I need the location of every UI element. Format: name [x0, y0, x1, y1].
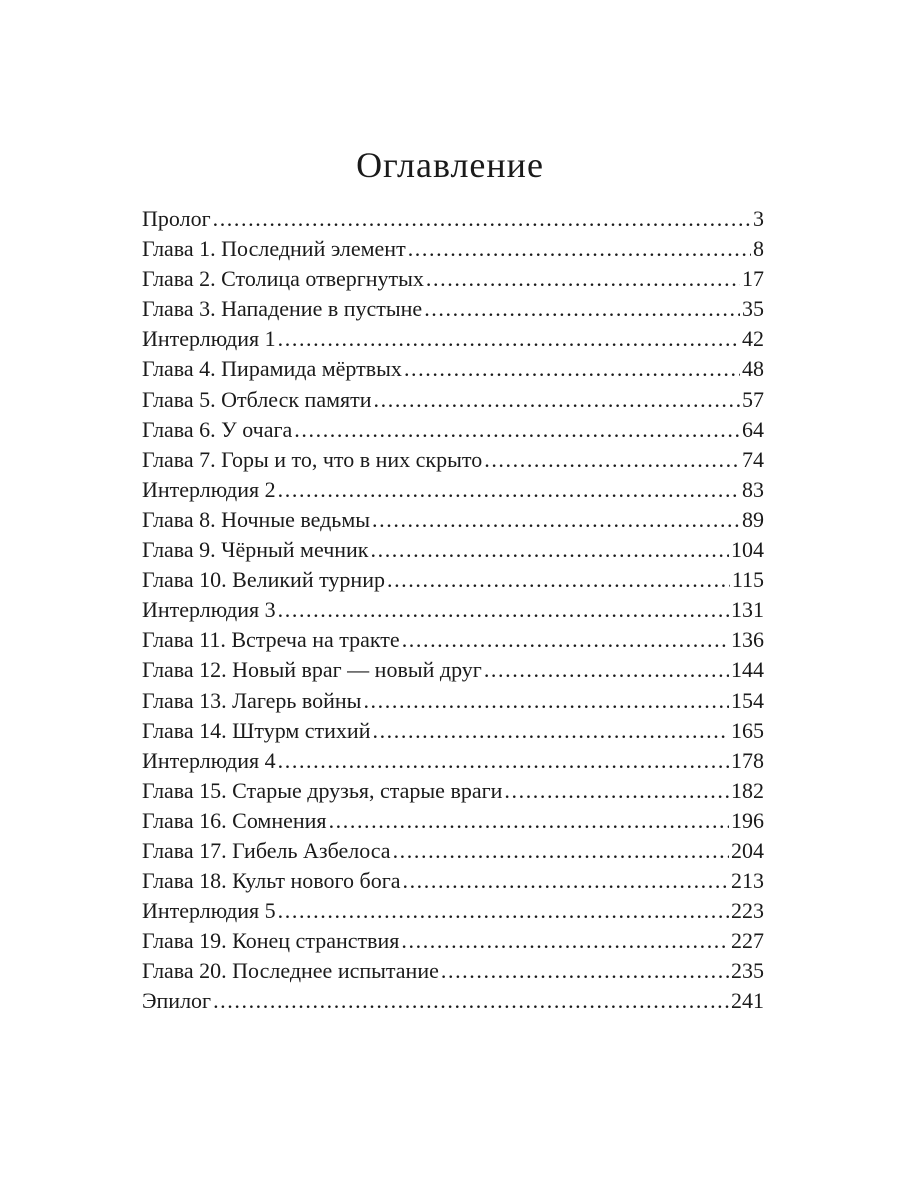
- toc-entry: [142, 746, 764, 776]
- toc-title: Оглавление: [356, 145, 544, 185]
- toc-entry-title: Глава 14. Штурм стихий: [142, 717, 371, 743]
- toc-entry-page-number: 57: [742, 386, 764, 412]
- toc-entry-title: Глава 1. Последний элемент: [142, 236, 406, 262]
- toc-entry: [142, 806, 764, 836]
- toc-entry: [142, 294, 764, 324]
- toc-entry: [142, 475, 764, 505]
- dot-leader: [294, 415, 740, 445]
- toc-entry-page-number: 42: [742, 326, 764, 352]
- dot-leader: [372, 505, 740, 535]
- toc-entry-page-number: 165: [731, 717, 764, 743]
- dot-leader: [504, 776, 729, 806]
- table-of-contents: [142, 204, 764, 1017]
- dot-leader: [213, 986, 729, 1016]
- toc-entry: [142, 324, 764, 354]
- toc-entry-title: Глава 18. Культ нового бога: [142, 868, 401, 894]
- dot-leader: [424, 294, 740, 324]
- toc-entry: [142, 716, 764, 746]
- dot-leader: [393, 836, 729, 866]
- toc-entry-page-number: 48: [742, 356, 764, 382]
- toc-entry-title: Глава 3. Нападение в пустыне: [142, 296, 423, 322]
- toc-entry-title: Глава 2. Столица отвергнутых: [142, 266, 424, 292]
- dot-leader: [372, 716, 729, 746]
- dot-leader: [402, 625, 729, 655]
- dot-leader: [278, 896, 729, 926]
- dot-leader: [278, 475, 740, 505]
- dot-leader: [484, 655, 729, 685]
- toc-entry-title: Глава 10. Великий турнир: [142, 567, 385, 593]
- toc-entry: [142, 926, 764, 956]
- dot-leader: [426, 264, 740, 294]
- toc-entry-title: Интерлюдия 4: [142, 747, 276, 773]
- toc-entry-title: Глава 5. Отблеск памяти: [142, 386, 372, 412]
- toc-entry: [142, 535, 764, 565]
- dot-leader: [371, 535, 730, 565]
- toc-entry-title: Интерлюдия 1: [142, 326, 276, 352]
- toc-entry: [142, 505, 764, 535]
- toc-entry-page-number: 204: [731, 837, 764, 863]
- toc-entry: [142, 836, 764, 866]
- dot-leader: [387, 565, 730, 595]
- toc-entry: [142, 986, 764, 1016]
- toc-entry-page-number: 196: [731, 807, 764, 833]
- toc-entry-title: Глава 15. Старые друзья, старые враги: [142, 777, 503, 803]
- toc-entry: [142, 204, 764, 234]
- toc-entry-page-number: 74: [742, 446, 764, 472]
- dot-leader: [278, 746, 729, 776]
- dot-leader: [404, 354, 740, 384]
- toc-entry-title: Глава 13. Лагерь войны: [142, 687, 362, 713]
- toc-entry-page-number: 154: [731, 687, 764, 713]
- toc-entry: [142, 625, 764, 655]
- toc-entry: [142, 896, 764, 926]
- toc-entry-title: Глава 4. Пирамида мёртвых: [142, 356, 402, 382]
- toc-entry-page-number: 8: [753, 236, 764, 262]
- toc-entry-title: Интерлюдия 2: [142, 476, 276, 502]
- toc-entry-title: Глава 16. Сомнения: [142, 807, 327, 833]
- toc-entry-page-number: 35: [742, 296, 764, 322]
- toc-entry-page-number: 3: [753, 206, 764, 231]
- toc-entry-page-number: 131: [731, 597, 764, 623]
- toc-entry-page-number: 115: [731, 567, 764, 593]
- toc-entry-title: Глава 9. Чёрный мечник: [142, 537, 369, 563]
- toc-entry-page-number: 104: [731, 537, 764, 563]
- toc-entry-title: Эпилог: [142, 988, 212, 1014]
- toc-entry-title: Глава 20. Последнее испытание: [142, 958, 439, 984]
- toc-entry-title: Пролог: [142, 206, 211, 231]
- toc-entry: [142, 385, 764, 415]
- toc-entry: [142, 445, 764, 475]
- toc-entry: [142, 776, 764, 806]
- dot-leader: [278, 595, 729, 625]
- toc-entry: [142, 595, 764, 625]
- toc-entry: [142, 866, 764, 896]
- toc-entry-page-number: 83: [742, 476, 764, 502]
- toc-entry: [142, 354, 764, 384]
- dot-leader: [484, 445, 740, 475]
- toc-entry-page-number: 178: [731, 747, 764, 773]
- toc-entry-title: Глава 8. Ночные ведьмы: [142, 506, 371, 532]
- toc-entry-page-number: 17: [742, 266, 764, 292]
- dot-leader: [278, 324, 740, 354]
- dot-leader: [329, 806, 729, 836]
- toc-entry: [142, 655, 764, 685]
- toc-entry-page-number: 235: [731, 958, 764, 984]
- dot-leader: [401, 926, 729, 956]
- toc-entry-page-number: 144: [731, 657, 764, 683]
- toc-entry-page-number: 213: [731, 868, 764, 894]
- toc-entry: [142, 956, 764, 986]
- toc-entry: [142, 264, 764, 294]
- toc-entry-page-number: 136: [731, 627, 764, 653]
- dot-leader: [402, 866, 729, 896]
- toc-entry-page-number: 223: [731, 898, 764, 924]
- toc-entry-title: Глава 6. У очага: [142, 416, 293, 442]
- toc-entry: [142, 415, 764, 445]
- dot-leader: [363, 686, 729, 716]
- toc-entry-page-number: 89: [742, 506, 764, 532]
- toc-entry-page-number: 241: [731, 988, 764, 1014]
- toc-entry-title: Глава 19. Конец странствия: [142, 928, 400, 954]
- dot-leader: [408, 234, 751, 264]
- toc-entry: [142, 686, 764, 716]
- toc-entry-title: Глава 7. Горы и то, что в них скрыто: [142, 446, 483, 472]
- toc-entry-title: Глава 11. Встреча на тракте: [142, 627, 400, 653]
- toc-entry-page-number: 182: [731, 777, 764, 803]
- toc-entry-title: Глава 17. Гибель Азбелоса: [142, 837, 391, 863]
- toc-entry-title: Интерлюдия 5: [142, 898, 276, 924]
- dot-leader: [374, 385, 740, 415]
- dot-leader: [441, 956, 729, 986]
- dot-leader: [213, 204, 751, 234]
- toc-entry-page-number: 227: [731, 928, 764, 954]
- toc-entry: [142, 234, 764, 264]
- toc-entry-title: Интерлюдия 3: [142, 597, 276, 623]
- toc-entry-title: Глава 12. Новый враг — новый друг: [142, 657, 482, 683]
- toc-entry-page-number: 64: [742, 416, 764, 442]
- toc-entry: [142, 565, 764, 595]
